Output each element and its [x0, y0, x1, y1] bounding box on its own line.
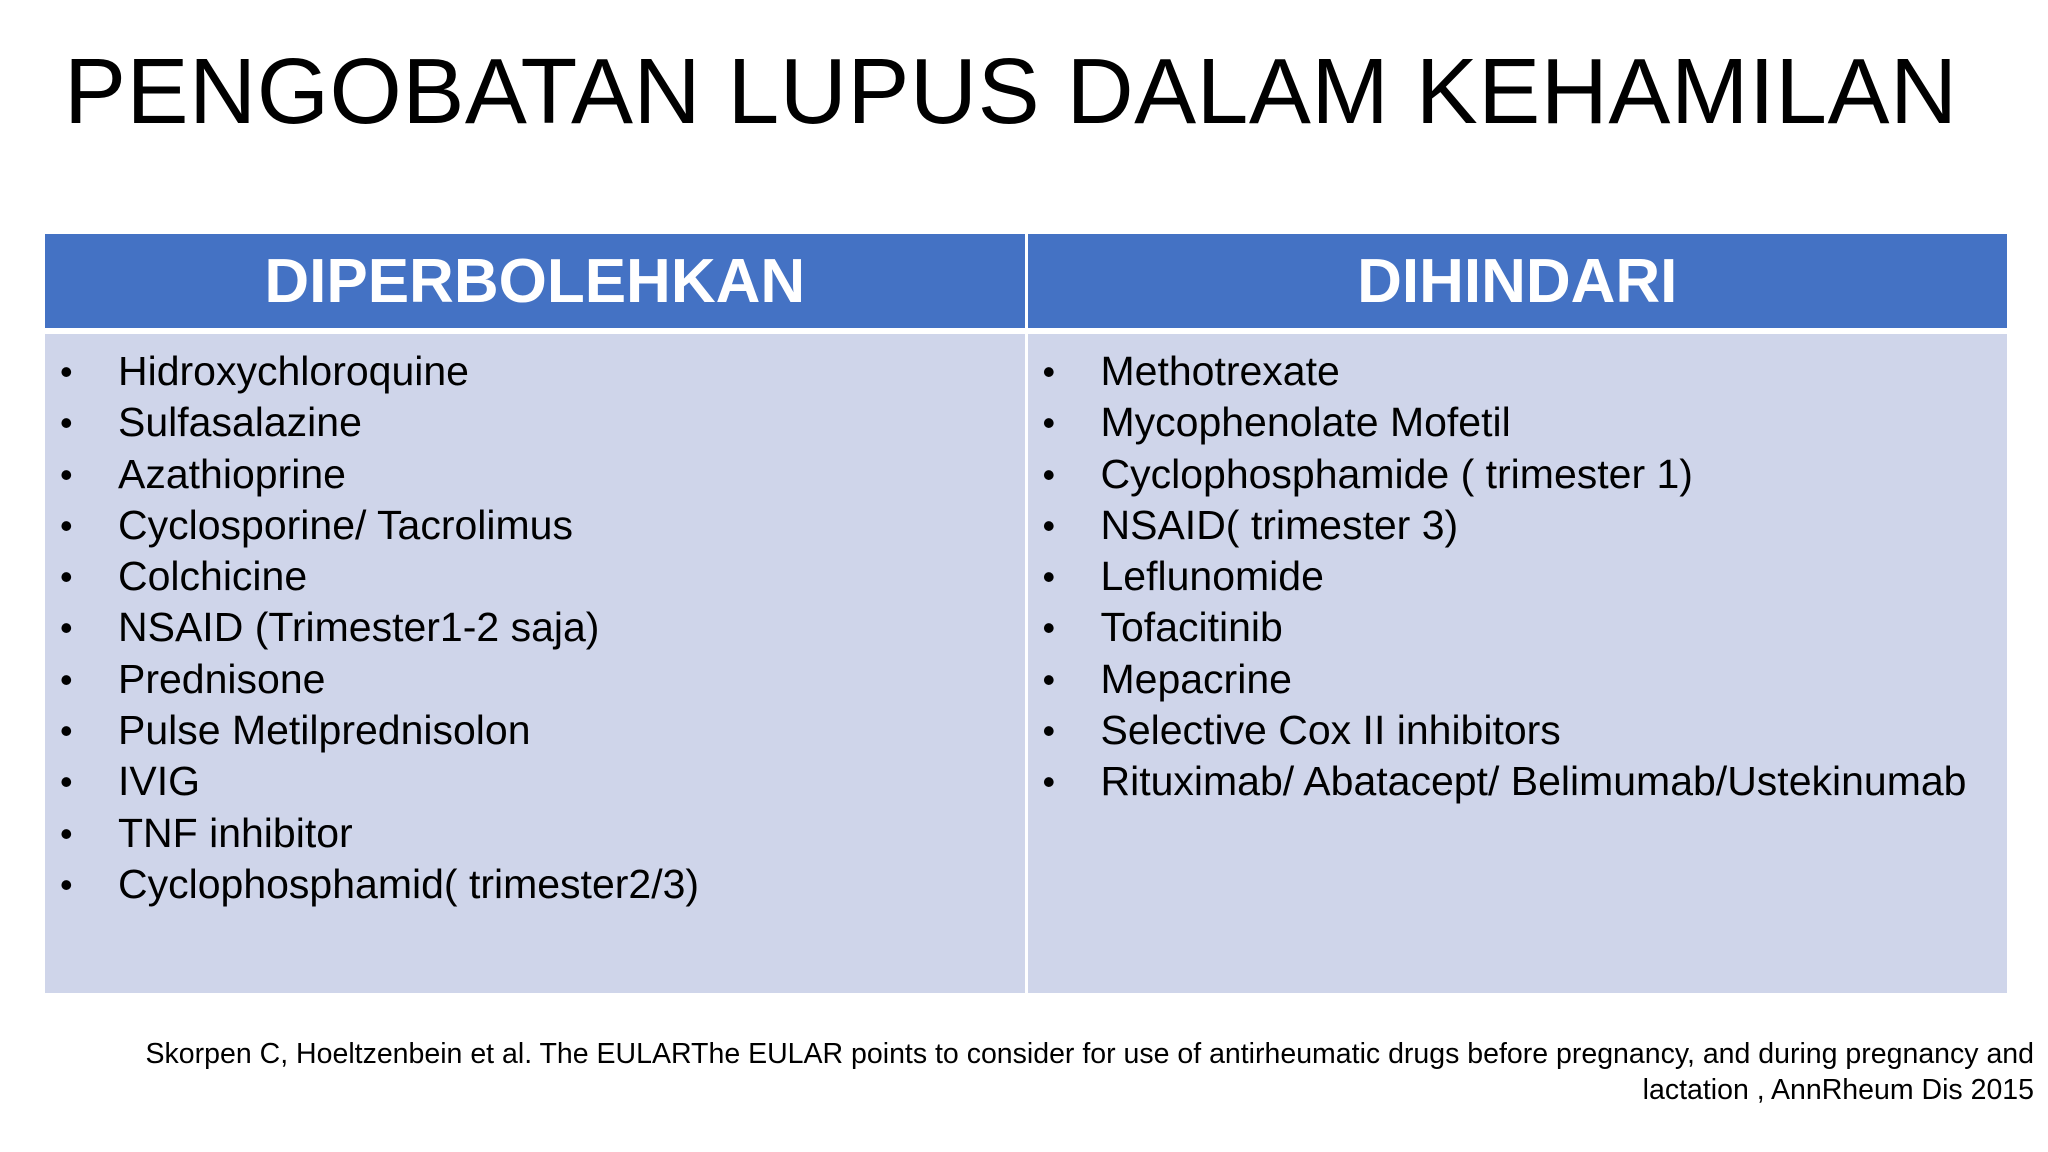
- drug-name: Prednisone: [118, 655, 326, 702]
- list-item: [1028, 654, 2008, 705]
- list-item: [1028, 602, 2008, 653]
- bullet-icon: •: [60, 402, 73, 444]
- slide-title: PENGOBATAN LUPUS DALAM KEHAMILAN: [64, 39, 1958, 143]
- list-item: [45, 551, 1025, 602]
- list-item: [45, 500, 1025, 551]
- drug-name: Tofacitinib: [1100, 604, 1283, 651]
- drug-name: Hidroxychloroquine: [118, 348, 469, 394]
- list-item: [45, 859, 1025, 910]
- bullet-icon: •: [60, 504, 73, 546]
- list-item: [45, 654, 1025, 705]
- allowed-cell: [45, 331, 1026, 993]
- citation: [34, 1036, 2034, 1108]
- drug-name: Colchicine: [118, 553, 308, 600]
- bullet-icon: •: [60, 351, 73, 392]
- list-item: [45, 449, 1025, 500]
- list-item: [45, 756, 1025, 807]
- header-allowed: DIPERBOLEHKAN: [45, 234, 1026, 331]
- drug-comparison-table: [45, 234, 2007, 993]
- bullet-icon: •: [60, 812, 73, 854]
- avoided-drug-list: [1028, 346, 2008, 808]
- bullet-icon: •: [1042, 351, 1056, 392]
- allowed-drug-list: [45, 346, 1025, 910]
- bullet-icon: •: [60, 453, 73, 495]
- bullet-icon: •: [1042, 658, 1056, 700]
- bullet-icon: •: [60, 863, 73, 905]
- table-header-row: [45, 234, 2007, 331]
- drug-name: Methotrexate: [1100, 348, 1340, 394]
- citation-line-1: Skorpen C, Hoeltzenbein et al. The EULARThe EULAR points to consider for use of antirheumatic drugs before pregnancy, and during pregnancy and: [145, 1038, 2034, 1070]
- list-item: [45, 705, 1025, 756]
- bullet-icon: •: [1042, 607, 1056, 649]
- citation-line-2: lactation , AnnRheum Dis 2015: [1642, 1074, 2034, 1106]
- bullet-icon: •: [60, 607, 73, 649]
- bullet-icon: •: [1042, 504, 1056, 546]
- drug-name: Leflunomide: [1100, 553, 1324, 600]
- drug-name: Sulfasalazine: [118, 399, 362, 446]
- bullet-icon: •: [1042, 453, 1056, 495]
- bullet-icon: •: [60, 761, 73, 803]
- list-item: [1028, 551, 2008, 602]
- drug-name: Azathioprine: [118, 450, 346, 497]
- list-item: [45, 808, 1025, 859]
- drug-name: Cyclosporine/ Tacrolimus: [118, 501, 573, 548]
- bullet-icon: •: [1042, 710, 1056, 752]
- header-avoided: DIHINDARI: [1026, 234, 2007, 331]
- list-item: [1028, 449, 2008, 500]
- list-item: [1028, 397, 2008, 448]
- table-body-row: [45, 331, 2007, 993]
- bullet-icon: •: [60, 658, 73, 700]
- drug-name: NSAID( trimester 3): [1100, 501, 1459, 548]
- list-item: [1028, 705, 2008, 756]
- list-item: [45, 602, 1025, 653]
- list-item: [45, 346, 1025, 397]
- drug-name: IVIG: [118, 758, 201, 805]
- list-item: [1028, 756, 2008, 807]
- drug-name: Pulse Metilprednisolon: [118, 707, 531, 754]
- drug-name: Rituximab/ Abatacept/ Belimumab/Ustekinumab: [1100, 758, 1967, 805]
- avoided-cell: [1026, 331, 2007, 993]
- drug-name: TNF inhibitor: [118, 809, 353, 856]
- list-item: [1028, 346, 2008, 397]
- bullet-icon: •: [60, 556, 73, 598]
- drug-name: Cyclophosphamide ( trimester 1): [1100, 450, 1693, 497]
- bullet-icon: •: [1042, 402, 1056, 444]
- drug-name: Selective Cox II inhibitors: [1100, 707, 1561, 754]
- drug-name: NSAID (Trimester1-2 saja): [118, 604, 600, 651]
- drug-name: Mycophenolate Mofetil: [1100, 399, 1511, 446]
- bullet-icon: •: [1042, 761, 1056, 803]
- bullet-icon: •: [1042, 556, 1056, 598]
- drug-name: Mepacrine: [1100, 655, 1292, 702]
- list-item: [45, 397, 1025, 448]
- list-item: [1028, 500, 2008, 551]
- bullet-icon: •: [60, 710, 73, 752]
- drug-name: Cyclophosphamid( trimester2/3): [118, 860, 700, 907]
